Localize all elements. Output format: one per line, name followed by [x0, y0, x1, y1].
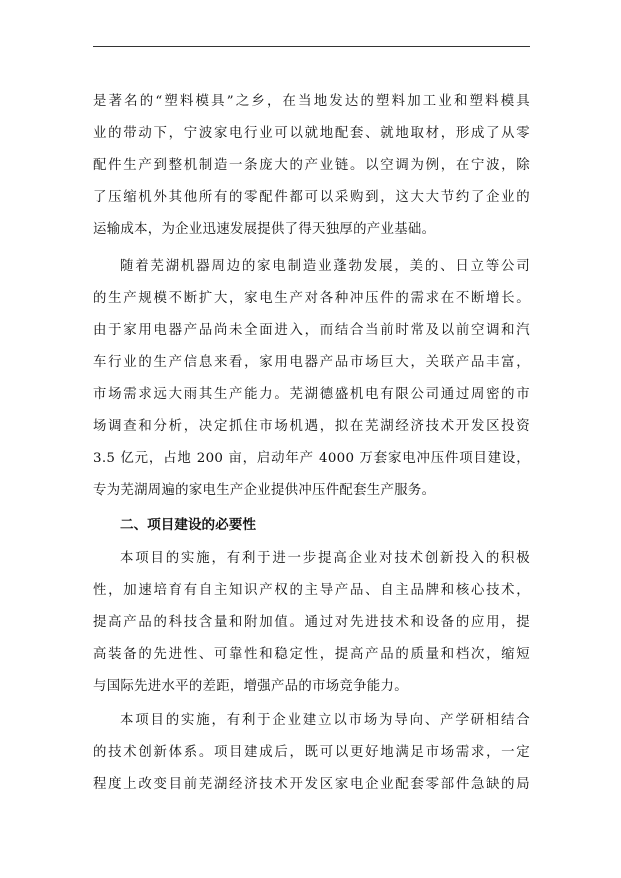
header-rule — [93, 46, 530, 47]
paragraph-line: 随着芜湖机器周边的家电制造业蓬勃发展，美的、日立等公司 — [120, 259, 530, 274]
paragraph-line: 由于家用电器产品尚未全面进入，而结合当前时常及以前空调和汽 — [93, 323, 530, 338]
paragraph-line: 场调查和分析，决定抓住市场机遇，拟在芜湖经济技术开发区投资 — [93, 419, 530, 434]
paragraph-line: 3.5 亿元，占地 200 亩，启动年产 4000 万套家电冲压件项目建设， — [93, 451, 530, 466]
paragraph-line: 本项目的实施，有利于进一步提高企业对技术创新投入的积极 — [120, 551, 530, 566]
paragraph-line: 的生产规模不断扩大，家电生产对各种冲压件的需求在不断增长。 — [93, 291, 530, 306]
paragraph-line: 车行业的生产信息来看，家用电器产品市场巨大，关联产品丰富， — [93, 355, 530, 370]
paragraph-line: 业的带动下，宁波家电行业可以就地配套、就地取材，形成了从零 — [93, 126, 530, 141]
paragraph-line: 配件生产到整机制造一条庞大的产业链。以空调为例，在宁波，除 — [93, 158, 530, 173]
paragraph-line: 程度上改变目前芜湖经济技术开发区家电企业配套零部件急缺的局 — [93, 777, 530, 792]
paragraph-line: 是著名的“塑料模具”之乡，在当地发达的塑料加工业和塑料模具 — [93, 94, 530, 109]
paragraph-line: 高装备的先进性、可靠性和稳定性，提高产品的质量和档次，缩短 — [93, 647, 530, 662]
paragraph-line: 的技术创新体系。项目建成后，既可以更好地满足市场需求，一定 — [93, 745, 530, 760]
section-heading: 二、项目建设的必要性 — [120, 517, 256, 533]
paragraph-line: 了压缩机外其他所有的零配件都可以采购到，这大大节约了企业的 — [93, 190, 530, 205]
paragraph-line: 本项目的实施，有利于企业建立以市场为导向、产学研相结合 — [120, 713, 530, 728]
paragraph-line: 与国际先进水平的差距，增强产品的市场竞争能力。 — [93, 679, 408, 694]
paragraph-line: 专为芜湖周遍的家电生产企业提供冲压件配套生产服务。 — [93, 483, 436, 498]
paragraph-line: 市场需求远大雨其生产能力。芜湖德盛机电有限公司通过周密的市 — [93, 387, 530, 402]
paragraph-line: 性，加速培育有自主知识产权的主导产品、自主品牌和核心技术， — [93, 583, 530, 598]
paragraph-line: 提高产品的科技含量和附加值。通过对先进技术和设备的应用，提 — [93, 615, 530, 630]
paragraph-line: 运输成本，为企业迅速发展提供了得天独厚的产业基础。 — [93, 222, 436, 237]
